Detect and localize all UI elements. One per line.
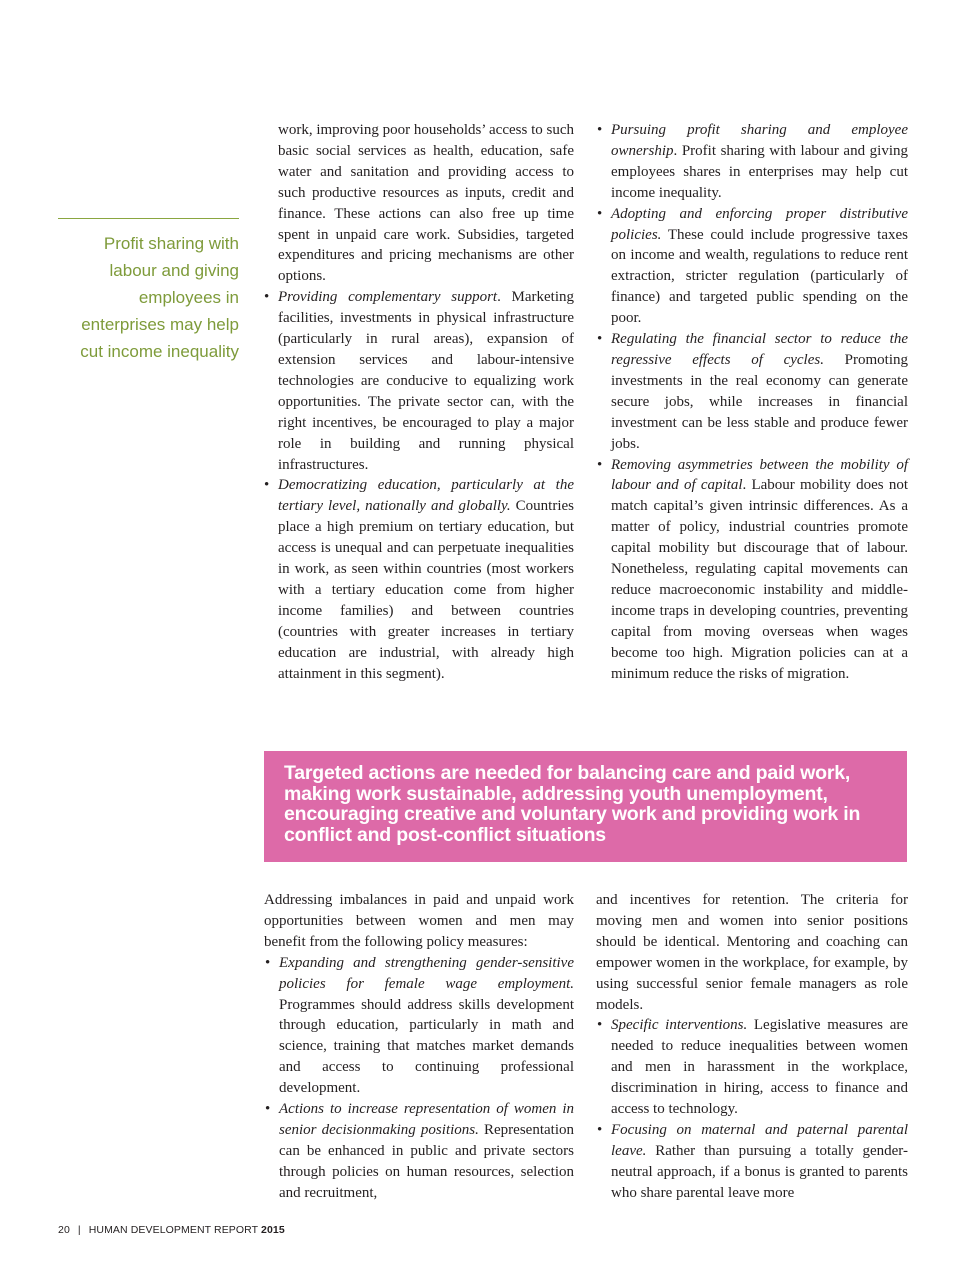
- item-title: Expanding and strengthening gender-sensitive policies for female wage employment.: [279, 954, 574, 992]
- report-name: HUMAN DEVELOPMENT REPORT: [88, 1224, 258, 1236]
- list-item: [596, 455, 908, 685]
- bullet-list: [263, 287, 574, 684]
- item-text: Representation can be enhanced in public and private sectors through policies on human resources, selection and recruitment,: [279, 1121, 574, 1201]
- body-column-2: [596, 120, 908, 684]
- item-title: Providing complementary support: [278, 289, 498, 306]
- item-text: . Marketing facilities, investments in physical infrastructure (particularly in rural areas), expansion of extension services and labour-intensive technologies are conducive to equalizing work opportunities. The private sector can, with the right incentives, be encouraged to play a major role in building and running physical infrastructures.: [278, 289, 574, 473]
- item-title: Democratizing education, particularly at the tertiary level, nationally and globally.: [278, 477, 574, 515]
- bullet-list: [596, 1015, 908, 1203]
- list-item: [596, 1015, 908, 1120]
- paragraph: and incentives for retention. The criteria for moving men and women into senior positions should be identical. Mentoring and coaching can empower women in the workplace, for example, by using successful senior female managers as role models.: [596, 892, 908, 1013]
- item-title: Pursuing profit sharing and employee ownership: [611, 122, 908, 159]
- list-item: [596, 1120, 908, 1204]
- paragraph: work, improving poor households’ access to such basic social services as health, education, safe water and sanitation and providing access to such productive resources as inputs, credit and finance. These actions can also free up time spent in unpaid care work. Subsidies, targeted expenditures and pricing mechanisms are other options.: [278, 122, 574, 285]
- item-title: Focusing on maternal and paternal parental leave.: [611, 1121, 908, 1159]
- item-text: Legislative measures are needed to reduce inequalities between women and men in harassment in the workplace, discrimination in hiring, access to finance and access to technology.: [611, 1017, 908, 1118]
- list-item: [596, 329, 908, 454]
- item-text: Programmes should address skills development through education, particularly in math and science, training that matches market demands and access to continuing professional development.: [279, 996, 574, 1097]
- item-text: These could include progressive taxes on income and wealth, regulations to reduce rent extraction, stricter regulation (particularly of finance) and targeted public spending on the poor.: [611, 226, 908, 327]
- bullet-list: [264, 953, 574, 1204]
- list-item: [264, 953, 574, 1099]
- item-text: Promoting investments in the real economy can generate secure jobs, while increases in financial investment can be less stable and produce fewer jobs.: [611, 351, 908, 452]
- item-title: Actions to increase representation of women in senior decisionmaking positions.: [279, 1101, 574, 1138]
- list-item: [264, 1099, 574, 1204]
- item-title: Specific interventions.: [611, 1017, 748, 1034]
- footer-separator: |: [77, 1224, 81, 1236]
- body-column-3: [264, 890, 574, 1204]
- item-text: . Labour mobility does not match capital’s given intrinsic differences. As a matter of policy, industrial countries promote capital mobility but discourage that of labour. Nonetheless, regulating capital movements can reduce macroeconomic instability and middle-income traps in developing countries, preventing capital from moving overseas when wages become too high. Migration policies can at a minimum reduce the risks of migration.: [611, 477, 908, 682]
- item-title: Removing asymmetries between the mobility of labour and of capital: [611, 456, 908, 494]
- list-item: [596, 120, 908, 204]
- item-text: Countries place a high premium on tertiary education, but access is unequal and can perpetuate inequalities in work, as seen within countries (most workers with a tertiary education come from higher income families) and between countries (countries with greater increases in tertiary education are industrial, with already high attainment in this segment).: [278, 498, 574, 682]
- item-text: Rather than pursuing a totally gender-neutral approach, if a bonus is granted to parents who share parental leave more: [611, 1142, 908, 1201]
- list-item: [596, 204, 908, 329]
- body-column-1: [278, 120, 574, 684]
- item-title: Regulating the financial sector to reduce the regressive effects of cycles.: [611, 331, 908, 368]
- paragraph: Addressing imbalances in paid and unpaid work opportunities between women and men may benefit from the following policy measures:: [264, 892, 574, 950]
- item-text: . Profit sharing with labour and giving employees shares in enterprises may help cut income inequality.: [611, 142, 908, 201]
- list-item: [263, 475, 574, 684]
- section-banner: [264, 751, 907, 862]
- banner-heading: Targeted actions are needed for balancing care and paid work, making work sustainable, addressing youth unemployment, encouraging creative and voluntary work and providing work in conflict and post-conflict situations: [284, 762, 861, 846]
- page-number: 20: [58, 1224, 70, 1236]
- report-year: 2015: [261, 1224, 285, 1236]
- pull-quote-rule: [58, 218, 239, 219]
- list-item: [263, 287, 574, 475]
- page-footer: [58, 1224, 285, 1236]
- item-title: Adopting and enforcing proper distributive policies.: [611, 205, 908, 243]
- body-column-4: [596, 890, 908, 1204]
- pull-quote: Profit sharing with labour and giving employees in enterprises may help cut income inequality: [80, 234, 239, 361]
- bullet-list: [596, 120, 908, 684]
